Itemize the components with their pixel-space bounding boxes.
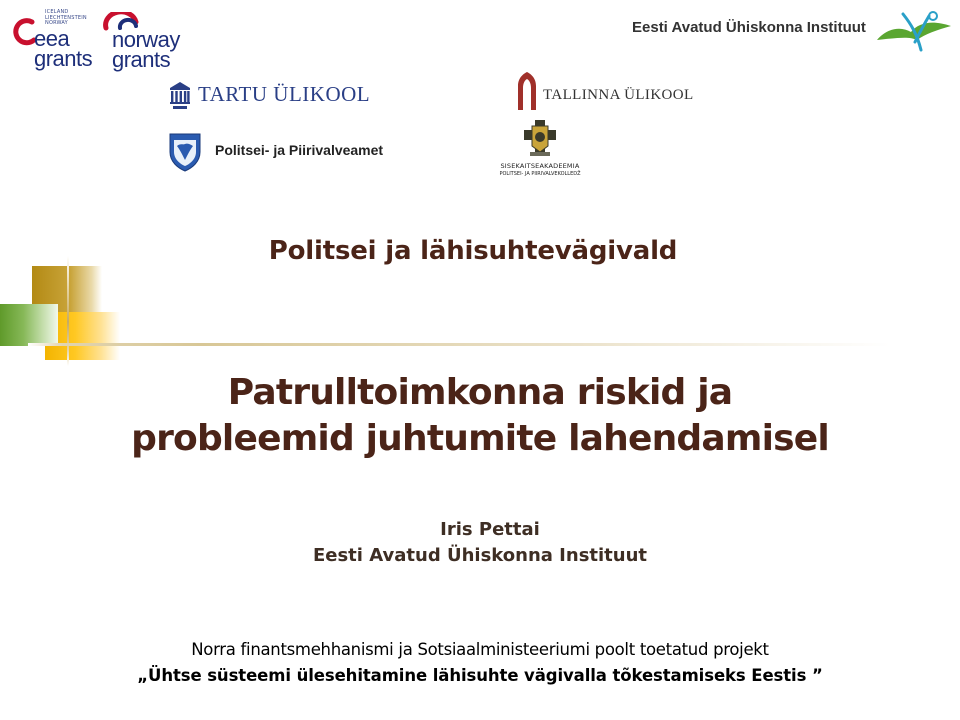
eea-countries-text: ICELAND LIECHTENSTEIN NORWAY (45, 9, 87, 26)
politsei-text: Politsei- ja Piirivalveamet (215, 142, 384, 158)
eaui-logo-text: Eesti Avatud Ühiskonna Instituut (632, 19, 866, 36)
slide-title-line-2: probleemid juhtumite lahendamisel (131, 418, 829, 459)
tartu-columns-icon (168, 80, 192, 110)
decor-vertical-line (67, 256, 69, 366)
eaui-logo (630, 8, 955, 53)
author-block (0, 517, 960, 569)
sisekaitseakadeemia-text: SISEKAITSEAKADEEMIA (500, 162, 580, 170)
eea-wordmark: eea grants (34, 26, 93, 71)
tartu-ulikool-text: TARTU ÜLIKOOL (198, 82, 371, 106)
politsei-shield-icon (168, 132, 202, 172)
politsei-logo (168, 132, 408, 172)
tallinna-ulikool-text: TALLINNA ÜLIKOOL (543, 87, 694, 103)
tallinna-ulikool-logo (515, 70, 715, 112)
tartu-ulikool-logo (168, 80, 408, 110)
project-funding-line: Norra finantsmehhanismi ja Sotsiaalministeeriumi poolt toetatud projekt (191, 640, 769, 659)
sisekaitseakadeemia-logo (490, 118, 590, 180)
slide-subtitle: Politsei ja lähisuhtevägivald (268, 236, 678, 266)
tallinna-tower-icon (515, 72, 539, 110)
sisekaitseakadeemia-subtext: POLITSEI- JA PIIRIVALVEKOLLEDŽ (499, 171, 581, 177)
sisekaitse-emblem-icon (522, 118, 558, 158)
norway-grants-logo (100, 10, 195, 70)
author-organization: Eesti Avatud Ühiskonna Instituut (312, 545, 648, 566)
decor-horizontal-line (28, 343, 890, 346)
norway-wordmark: norway grants (112, 27, 180, 72)
eea-grants-logo (12, 10, 102, 70)
slide-title (40, 370, 920, 462)
author-name: Iris Pettai (440, 519, 540, 540)
decor-green-square (0, 304, 58, 346)
eaui-figure-icon (875, 8, 955, 53)
project-name-line: „Ühtse süsteemi ülesehitamine lähisuhte vägivalla tõkestamiseks Eestis ” (137, 666, 823, 685)
project-block (0, 637, 960, 689)
slide-title-line-1: Patrulltoimkonna riskid ja (227, 372, 733, 413)
